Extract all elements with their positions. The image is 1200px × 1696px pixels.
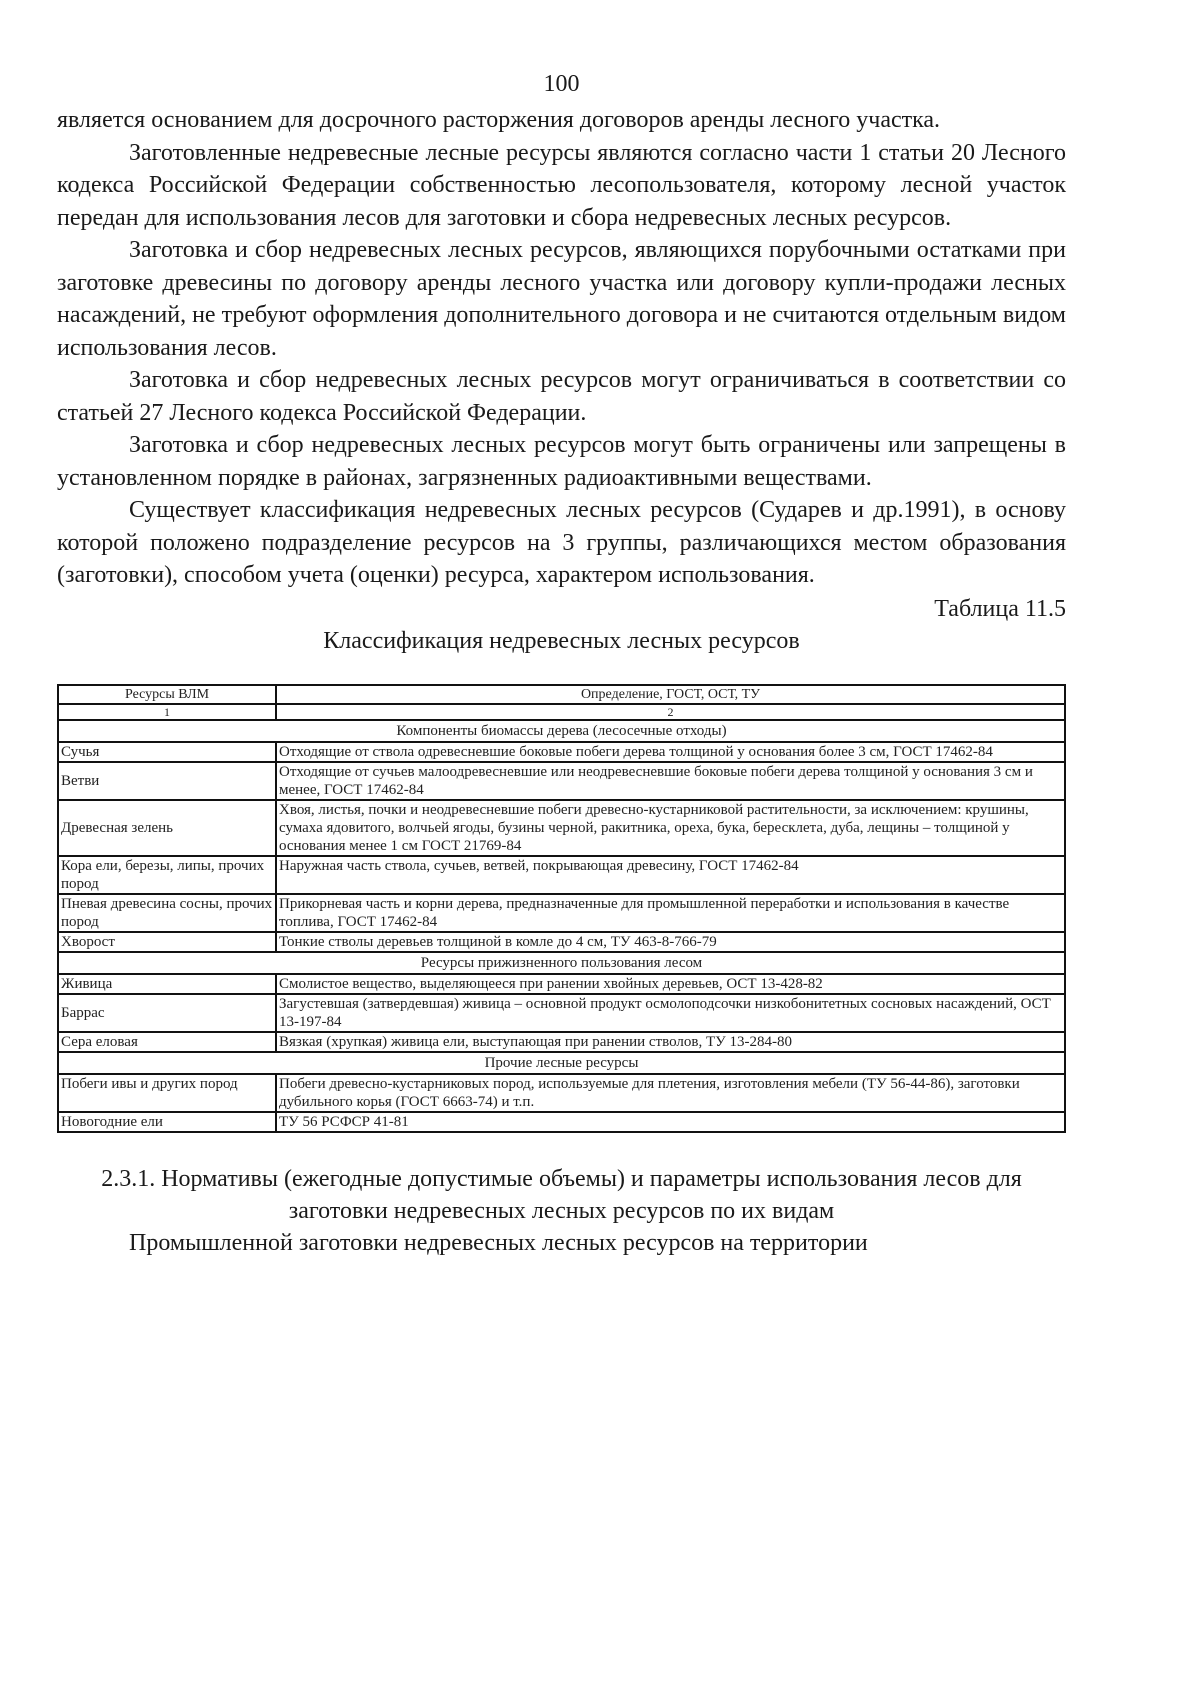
resource-definition: Побеги древесно-кустарниковых пород, используемые для плетения, изготовления мебели (ТУ 56-44-86), заготовки дубильного корья (ГОСТ 6663-74) и т.п. <box>276 1074 1065 1112</box>
table-group-row <box>58 720 1065 742</box>
section-heading: 2.3.1. Нормативы (ежегодные допустимые объемы) и параметры использования лесов для заготовки недревесных лесных ресурсов по их видам <box>101 1165 1022 1224</box>
resource-name: Новогодние ели <box>58 1112 276 1132</box>
table-row <box>58 1074 1065 1112</box>
resource-name: Сучья <box>58 742 276 762</box>
column-number-2: 2 <box>276 704 1065 720</box>
header-cell-definition: Определение, ГОСТ, ОСТ, ТУ <box>276 685 1065 704</box>
document-page <box>57 68 1066 1259</box>
paragraph-last: Промышленной заготовки недревесных лесных ресурсов на территории <box>129 1229 868 1256</box>
header-cell-resources: Ресурсы ВЛМ <box>58 685 276 704</box>
table-row <box>58 994 1065 1032</box>
group-title: Прочие лесные ресурсы <box>58 1052 1065 1074</box>
resource-name: Древесная зелень <box>58 800 276 856</box>
group-title: Ресурсы прижизненного пользования лесом <box>58 952 1065 974</box>
table-row <box>58 762 1065 800</box>
table-row <box>58 800 1065 856</box>
table-row <box>58 1032 1065 1052</box>
resource-name: Сера еловая <box>58 1032 276 1052</box>
table-row <box>58 1112 1065 1132</box>
table-group-row <box>58 1052 1065 1074</box>
table-row <box>58 932 1065 952</box>
table-caption: Классификация недревесных лесных ресурсов <box>323 627 800 654</box>
resource-name: Пневая древесина сосны, прочих пород <box>58 894 276 932</box>
resource-definition: Отходящие от ствола одревесневшие боковые побеги дерева толщиной у основания более 3 см, ГОСТ 17462-84 <box>276 742 1065 762</box>
group-title: Компоненты биомассы дерева (лесосечные отходы) <box>58 720 1065 742</box>
table-number: Таблица 11.5 <box>934 595 1066 622</box>
column-number-1: 1 <box>58 704 276 720</box>
resource-name: Баррас <box>58 994 276 1032</box>
table-row <box>58 856 1065 894</box>
resource-name: Хворост <box>58 932 276 952</box>
paragraph-6: Существует классификация недревесных лесных ресурсов (Сударев и др.1991), в основу которой положено подразделение ресурсов на 3 группы, различающихся местом образования (заготовки), способом учета (оценки) ресурса, характером использования. <box>57 497 1066 588</box>
resource-definition: Отходящие от сучьев малоодревесневшие или неодревесневшие боковые побеги дерева толщиной у основания 3 см и менее, ГОСТ 17462-84 <box>276 762 1065 800</box>
resource-definition: Прикорневая часть и корни дерева, предназначенные для промышленной переработки и использования в качестве топлива, ГОСТ 17462-84 <box>276 894 1065 932</box>
table-header-row <box>58 685 1065 704</box>
paragraph-4: Заготовка и сбор недревесных лесных ресурсов могут ограничиваться в соответствии со статьей 27 Лесного кодекса Российской Федерации. <box>57 367 1066 426</box>
paragraph-2: Заготовленные недревесные лесные ресурсы являются согласно части 1 статьи 20 Лесного кодекса Российской Федерации собственностью лесопользователя, которому лесной участок передан для использования лесов для заготовки и сбора недревесных лесных ресурсов. <box>57 139 1066 231</box>
resource-definition: Тонкие стволы деревьев толщиной в комле до 4 см, ТУ 463-8-766-79 <box>276 932 1065 952</box>
resource-name: Ветви <box>58 762 276 800</box>
table-row <box>58 742 1065 762</box>
resource-definition: Загустевшая (затвердевшая) живица – основной продукт осмолоподсочки низкобонитетных сосновых насаждений, ОСТ 13-197-84 <box>276 994 1065 1032</box>
resource-definition: Вязкая (хрупкая) живица ели, выступающая при ранении стволов, ТУ 13-284-80 <box>276 1032 1065 1052</box>
resource-name: Побеги ивы и других пород <box>58 1074 276 1112</box>
paragraph-5: Заготовка и сбор недревесных лесных ресурсов могут быть ограничены или запрещены в установленном порядке в районах, загрязненных радиоактивными веществами. <box>57 432 1066 491</box>
resource-name: Кора ели, березы, липы, прочих пород <box>58 856 276 894</box>
resource-definition: Смолистое вещество, выделяющееся при ранении хвойных деревьев, ОСТ 13-428-82 <box>276 974 1065 994</box>
resource-definition: ТУ 56 РСФСР 41-81 <box>276 1112 1065 1132</box>
table-group-row <box>58 952 1065 974</box>
table-column-numbers-row <box>58 704 1065 720</box>
classification-table <box>57 684 1066 1133</box>
table-row <box>58 894 1065 932</box>
table-row <box>58 974 1065 994</box>
paragraph-3: Заготовка и сбор недревесных лесных ресурсов, являющихся порубочными остатками при заготовке древесины по договору аренды лесного участка или договору купли-продажи лесных насаждений, не требуют оформления дополнительного договора и не считаются отдельным видом использования лесов. <box>57 237 1066 361</box>
resource-definition: Наружная часть ствола, сучьев, ветвей, покрывающая древесину, ГОСТ 17462-84 <box>276 856 1065 894</box>
resource-name: Живица <box>58 974 276 994</box>
resource-definition: Хвоя, листья, почки и неодревесневшие побеги древесно-кустарниковой растительности, за исключением: крушины, сумаха ядовитого, волчьей ягоды, бузины черной, ракитника, ореха, бука, бересклета, дуба, лещины – толщиной у основания менее 1 см ГОСТ 21769-84 <box>276 800 1065 856</box>
paragraph-1: является основанием для досрочного расторжения договоров аренды лесного участка. <box>57 107 941 133</box>
page-number: 100 <box>543 71 580 97</box>
